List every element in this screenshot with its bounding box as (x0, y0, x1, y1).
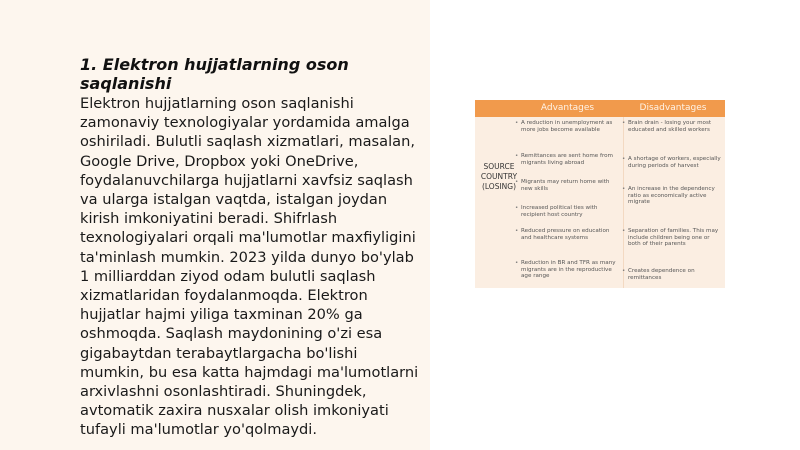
slide-body-text: Elektron hujjatlarning oson saqlanishi zamonaviy texnologiyalar yordamida amalga oshiriladi. Bulutli saqlash xizmatlari, masalan, Google Drive, Dropbox yoki OneDrive, foydalanuvchilarga hujjatlarni xavfsiz saqlash va ularga istalgan vaqtda, istalgan joydan kirish imkoniyatini beradi. Shifrlash texnologiyalari orqali ma'lumotlar maxfiyligini ta'minlash mumkin. 2023 yilda dunyo bo'ylab 1 milliarddan ziyod odam bulutli saqlash xizmatlaridan foydalanmoqda. Elektron hujjatlar hajmi yiliga taxminan 20% ga oshmoqda. Saqlash maydonining o'zi esa gigabaytdan terabaytlargacha bo'lishi mumkin, bu esa katta hajmdagi ma'lumotlarni arxivlashni osonlashtiradi. Shuningdek, avtomatik zaxira nusxalar olish imkoniyati tufayli ma'lumotlar yo'qolmaydi. (80, 95, 419, 439)
slide-title: 1. Elektron hujjatlarning oson saqlanishi (80, 55, 349, 93)
advantage-item: • Remittances are sent home from migrants living abroad (521, 153, 619, 166)
advantage-item: • Increased political ties with recipient host country (521, 205, 619, 218)
disadvantage-item: • A shortage of workers, especially during periods of harvest (628, 156, 723, 169)
advantage-item: • Reduction in BR and TFR as many migrants are in the reproductive age range (521, 260, 619, 280)
advantage-item: • A reduction in unemployment as more jobs become available (521, 120, 619, 133)
advantages-column (521, 120, 619, 286)
migration-table-image (475, 100, 725, 288)
advantage-item: • Reduced pressure on education and healthcare systems (521, 228, 619, 241)
disadvantage-item: • An increase in the dependency ratio as economically active migrate (628, 186, 723, 206)
disadvantage-item: • Separation of families. This may include children being one or both of their parents (628, 228, 723, 248)
disadvantage-item: • Creates dependence on remittances (628, 268, 723, 281)
disadvantages-column (628, 120, 723, 286)
row-label-source-country: SOURCE COUNTRY (LOSING) (480, 162, 518, 191)
advantage-item: • Migrants may return home with new skills (521, 179, 619, 192)
column-divider (623, 117, 624, 288)
header-advantages: Advantages (540, 103, 595, 113)
header-disadvantages: Disadvantages (639, 103, 707, 113)
table-header-row (475, 100, 725, 117)
disadvantage-item: • Brain drain - losing your most educated and skilled workers (628, 120, 723, 133)
